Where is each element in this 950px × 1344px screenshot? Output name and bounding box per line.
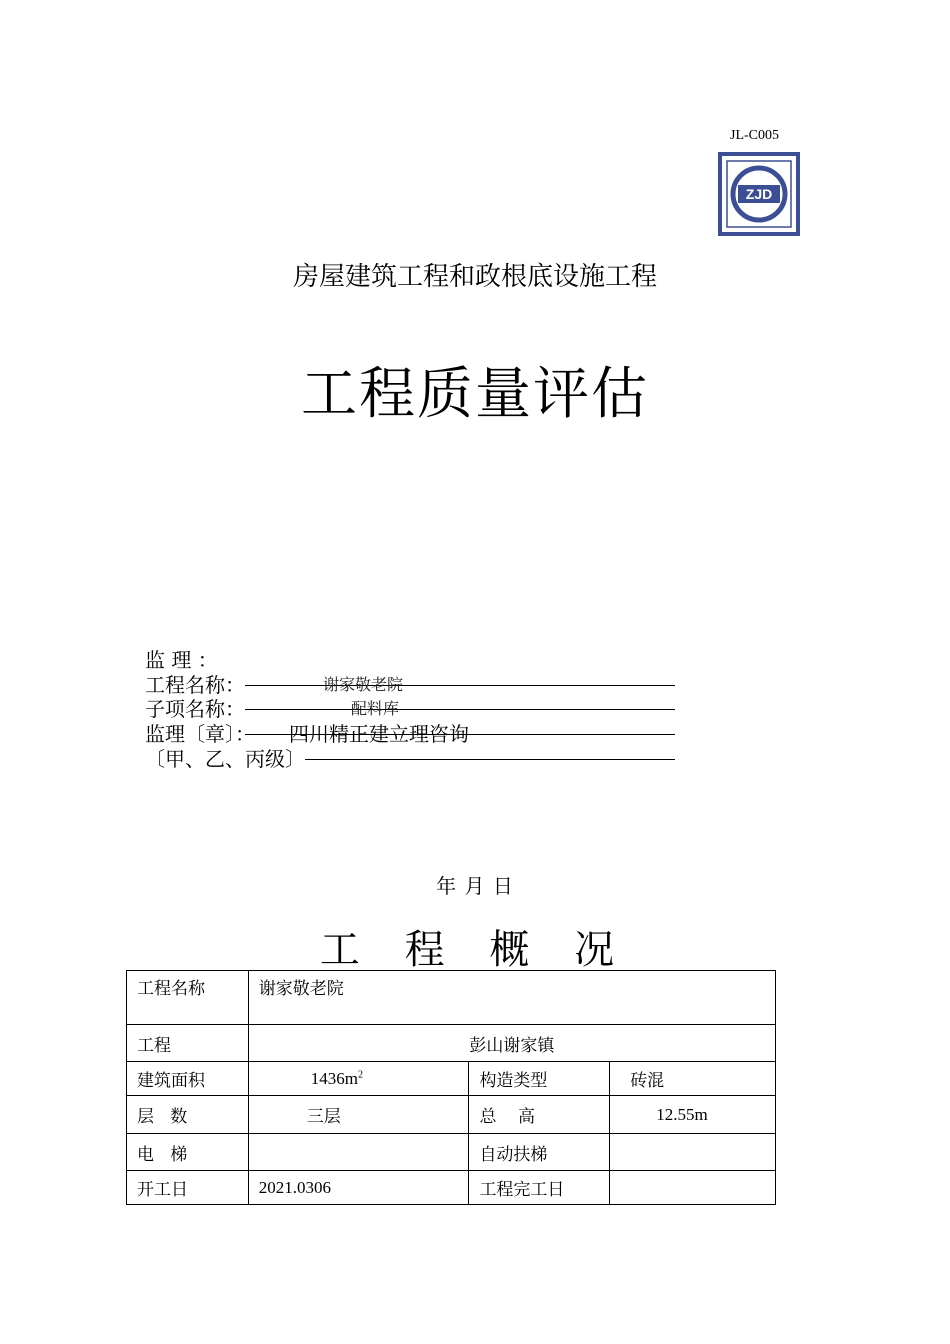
location-cell-label: 工程 bbox=[127, 1025, 249, 1062]
table-row bbox=[127, 1171, 776, 1205]
qualification-grade-underline bbox=[305, 759, 675, 760]
finish-date-cell-value bbox=[610, 1171, 776, 1205]
document-subtitle: 房屋建筑工程和政根底设施工程 bbox=[292, 262, 657, 292]
start-date-cell-value: 2021.0306 bbox=[248, 1171, 469, 1205]
supervisor-seal-label: 监理〔章〕： bbox=[145, 722, 255, 746]
table-row bbox=[127, 971, 776, 1025]
area-unit-superscript: 2 bbox=[358, 1068, 364, 1080]
floors-cell-label: 层 数 bbox=[127, 1096, 249, 1134]
structure-cell-label: 构造类型 bbox=[469, 1062, 610, 1096]
escalator-cell-label: 自动扶梯 bbox=[469, 1134, 610, 1171]
finish-date-cell-label: 工程完工日 bbox=[469, 1171, 610, 1205]
project-name-underline bbox=[245, 685, 675, 686]
table-row bbox=[127, 1134, 776, 1171]
height-cell-value: 12.55m bbox=[610, 1096, 776, 1134]
supervision-label: 监 理 ： bbox=[145, 648, 218, 672]
start-date-cell-label: 开工日 bbox=[127, 1171, 249, 1205]
height-cell-label: 总 高 bbox=[469, 1096, 610, 1134]
project-name-cell-label: 工程名称 bbox=[127, 971, 249, 1025]
area-value: 1436m bbox=[310, 1068, 359, 1088]
subitem-underline bbox=[245, 709, 675, 710]
company-logo bbox=[718, 152, 800, 236]
supervisor-seal-value: 四川精正建立理咨询 bbox=[289, 722, 469, 746]
elevator-cell-value bbox=[248, 1134, 469, 1171]
document-code: JL-C005 bbox=[730, 128, 779, 143]
project-name-label: 工程名称： bbox=[145, 673, 245, 697]
document-title: 工程质量评估 bbox=[301, 362, 649, 427]
area-cell-value bbox=[248, 1062, 469, 1096]
table-row bbox=[127, 1025, 776, 1062]
area-cell-label: 建筑面积 bbox=[127, 1062, 249, 1096]
subitem-value: 配料库 bbox=[351, 699, 400, 718]
location-cell-value: 彭山谢家镇 bbox=[248, 1025, 775, 1062]
svg-text:ZJD: ZJD bbox=[745, 186, 773, 202]
table-row bbox=[127, 1096, 776, 1134]
elevator-cell-label: 电 梯 bbox=[127, 1134, 249, 1171]
subitem-label: 子项名称： bbox=[145, 697, 245, 721]
project-name-cell-value: 谢家敬老院 bbox=[248, 971, 775, 1025]
escalator-cell-value bbox=[610, 1134, 776, 1171]
table-row bbox=[127, 1062, 776, 1096]
date-line: 年 月 日 bbox=[436, 874, 514, 898]
project-name-value: 谢家敬老院 bbox=[323, 675, 404, 694]
floors-cell-value: 三层 bbox=[248, 1096, 469, 1134]
structure-cell-value: 砖混 bbox=[610, 1062, 776, 1096]
overview-title: 工 程 概 况 bbox=[319, 927, 631, 973]
qualification-grade-label: 〔甲、乙、丙级〕 bbox=[145, 747, 305, 771]
project-overview-table bbox=[126, 970, 776, 1205]
